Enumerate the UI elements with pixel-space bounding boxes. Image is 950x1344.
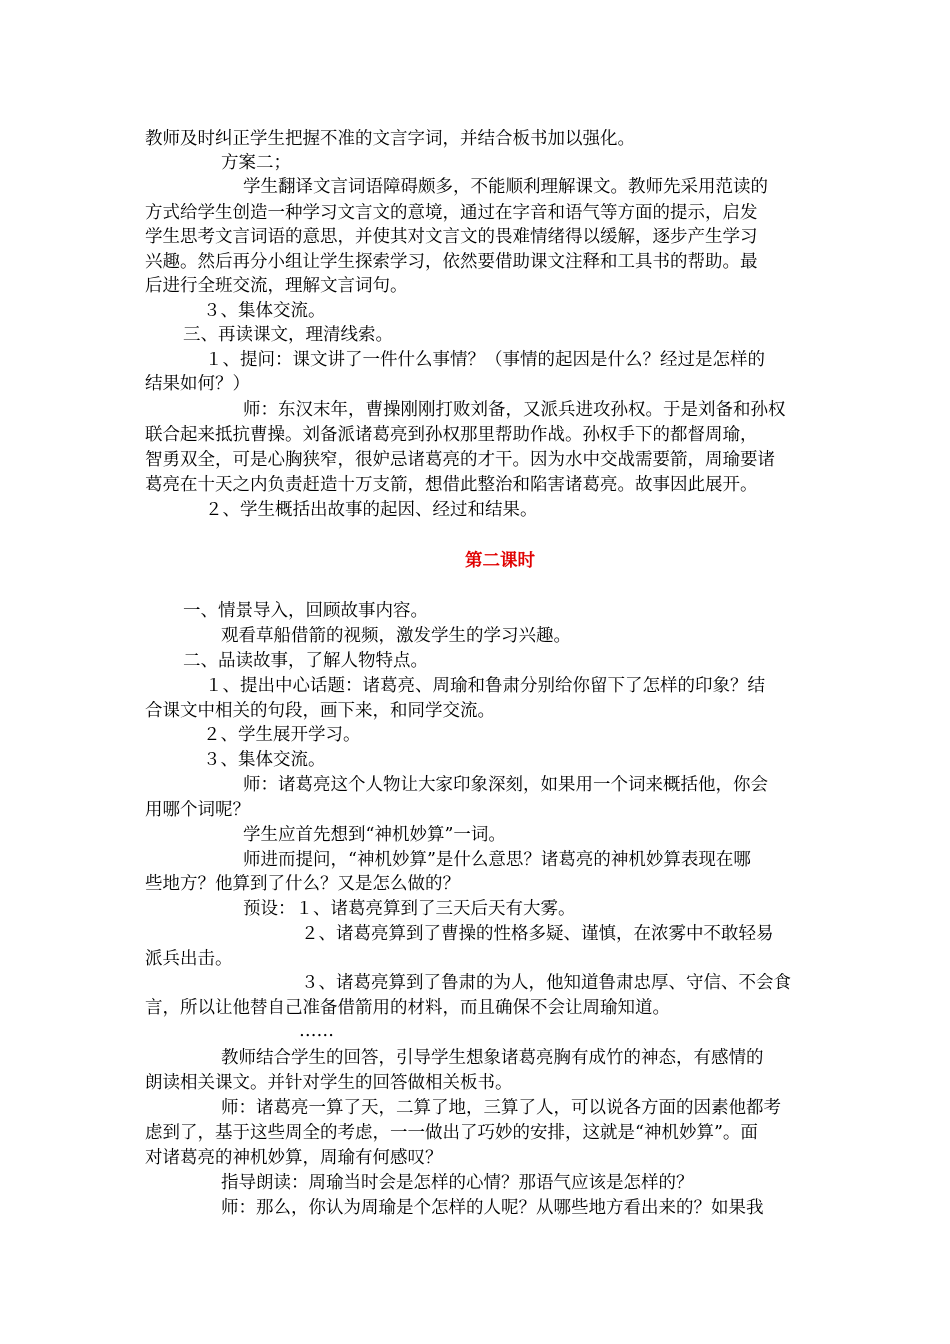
paragraph-line: 师：诸葛亮一算了天，二算了地，三算了人，可以说各方面的因素他都考 (221, 1098, 781, 1118)
paragraph-line: ３、集体交流。 (203, 301, 326, 321)
paragraph-line: 预设：１、诸葛亮算到了三天后天有大雾。 (243, 899, 576, 919)
paragraph-line: 学生思考文言词语的意思，并使其对文言文的畏难情绪得以缓解，逐步产生学习 (145, 227, 758, 247)
paragraph-line: 三、再读课文，理清线索。 (183, 325, 393, 345)
paragraph-line: ２、学生展开学习。 (203, 725, 361, 745)
paragraph-line: 师进而提问，“神机妙算”是什么意思？诸葛亮的神机妙算表现在哪 (243, 850, 751, 870)
paragraph-line: 方案二； (221, 153, 291, 173)
section-title: 第二课时 (465, 551, 535, 571)
paragraph-line: 结果如何？） (145, 374, 250, 394)
paragraph-line: 指导朗读：周瑜当时会是怎样的心情？那语气应该是怎样的？ (221, 1173, 694, 1193)
paragraph-line: 朗读相关课文。并针对学生的回答做相关板书。 (145, 1073, 513, 1093)
ellipsis: …… (299, 1021, 334, 1041)
paragraph-line: 联合起来抵抗曹操。刘备派诸葛亮到孙权那里帮助作战。孙权手下的都督周瑜， (145, 425, 758, 445)
paragraph-line: 观看草船借箭的视频，激发学生的学习兴趣。 (221, 626, 571, 646)
paragraph-line: 兴趣。然后再分小组让学生探索学习，依然要借助课文注释和工具书的帮助。最 (145, 252, 758, 272)
paragraph-line: 智勇双全，可是心胸狭窄，很妒忌诸葛亮的才干。因为水中交战需要箭，周瑜要诸 (145, 450, 775, 470)
paragraph-line: 二、品读故事，了解人物特点。 (183, 651, 428, 671)
paragraph-line: １、提问：课文讲了一件什么事情？（事情的起因是什么？经过是怎样的 (205, 350, 765, 370)
paragraph-line: 学生翻译文言词语障碍颇多，不能顺利理解课文。教师先采用范读的 (243, 177, 768, 197)
paragraph-line: １、提出中心话题：诸葛亮、周瑜和鲁肃分别给你留下了怎样的印象？结 (205, 676, 765, 696)
paragraph-line: 一、情景导入，回顾故事内容。 (183, 601, 428, 621)
paragraph-line: 后进行全班交流，理解文言词句。 (145, 276, 408, 296)
paragraph-line: ２、诸葛亮算到了曹操的性格多疑、谨慎，在浓雾中不敢轻易 (301, 924, 774, 944)
paragraph-line: 教师及时纠正学生把握不准的文言字词，并结合板书加以强化。 (145, 129, 635, 149)
paragraph-line: 师：那么，你认为周瑜是个怎样的人呢？从哪些地方看出来的？如果我 (221, 1198, 764, 1218)
paragraph-line: 方式给学生创造一种学习文言文的意境，通过在字音和语气等方面的提示，启发 (145, 203, 758, 223)
paragraph-line: 用哪个词呢？ (145, 800, 250, 820)
paragraph-line: 派兵出击。 (145, 949, 233, 969)
paragraph-line: 师：诸葛亮这个人物让大家印象深刻，如果用一个词来概括他，你会 (243, 775, 768, 795)
paragraph-line: 学生应首先想到“神机妙算”一词。 (243, 825, 506, 845)
paragraph-line: ３、诸葛亮算到了鲁肃的为人，他知道鲁肃忠厚、守信、不会食 (301, 973, 791, 993)
paragraph-line: ３、集体交流。 (203, 750, 326, 770)
paragraph-line: 葛亮在十天之内负责赶造十万支箭，想借此整治和陷害诸葛亮。故事因此展开。 (145, 475, 758, 495)
paragraph-line: 言，所以让他替自己准备借箭用的材料，而且确保不会让周瑜知道。 (145, 998, 670, 1018)
paragraph-line: 些地方？他算到了什么？又是怎么做的？ (145, 874, 460, 894)
paragraph-line: 合课文中相关的句段，画下来，和同学交流。 (145, 701, 495, 721)
paragraph-line: 教师结合学生的回答，引导学生想象诸葛亮胸有成竹的神态，有感情的 (221, 1048, 764, 1068)
paragraph-line: 虑到了，基于这些周全的考虑，一一做出了巧妙的安排，这就是“神机妙算”。面 (145, 1123, 758, 1143)
paragraph-line: ２、学生概括出故事的起因、经过和结果。 (205, 500, 538, 520)
paragraph-line: 师：东汉末年，曹操刚刚打败刘备，又派兵进攻孙权。于是刘备和孙权 (243, 400, 786, 420)
paragraph-line: 对诸葛亮的神机妙算，周瑜有何感叹？ (145, 1148, 443, 1168)
